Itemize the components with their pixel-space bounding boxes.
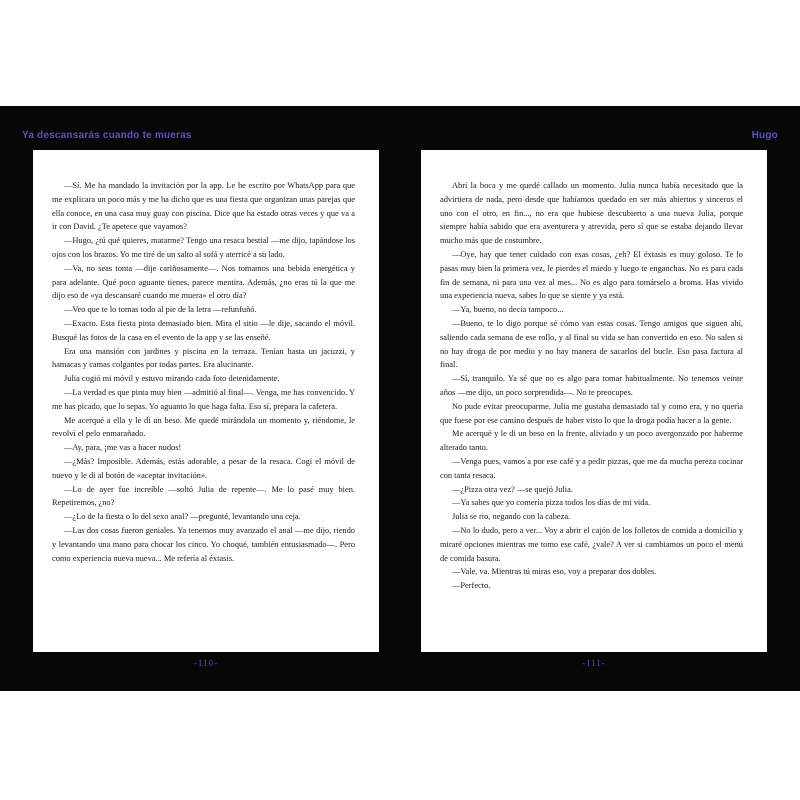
paragraph: Julia cogió mi móvil y estuvo mirando cada foto detenidamente.	[64, 374, 280, 384]
paragraph: —¿Pizza otra vez? —se quejó Julia.	[452, 484, 573, 494]
paragraph: —Hugo, ¿tú qué quieres, matarme? Tengo una resaca bestial —me dijo, tapándose los ojos con los brazos. Yo me tiré de un salto al sofá y aterricé a su lado.	[52, 236, 355, 259]
paragraph: —Sí, tranquilo. Ya sé que no es algo para tomar habitualmente. No tenemos veinte años —me dijo, un poco sorprendida—. No te preocupes.	[440, 374, 743, 397]
paragraph: —Veo que te lo tomas todo al pie de la letra —refunfuñó.	[64, 305, 257, 315]
paragraph: —Ya, bueno, no decía tampoco...	[452, 305, 564, 315]
paragraph: —Sí. Me ha mandado la invitación por la app. Le he escrito por WhatsApp para que me explicara un poco más y me ha dicho que es una fiesta que organizan unas parejas que ella conoce, en una casa muy guay con piscina. Dice que ha estado otras veces y que va a ir con David. ¿Te apetece que vayamos?	[52, 181, 355, 232]
paragraph: Me acerqué a ella y le di un beso. Me quedé mirándola un momento y, riéndome, le revolví el pelo enmarañado.	[52, 415, 355, 439]
right-page	[421, 150, 767, 652]
paragraph: Julia se rio, negando con la cabeza.	[452, 512, 571, 522]
paragraph: No pude evitar preocuparme. Julia me gustaba demasiado tal y como era, y no quería que fuese por ese camino después de haber visto lo que la droga podía hacer a la gente.	[440, 401, 743, 425]
reader-canvas	[0, 106, 800, 691]
paragraph: —No lo dudo, pero a ver... Voy a abrir el cajón de los folletos de comida a domicilio y miraré opciones mientras me tomo ese café, ¿vale? A ver si cambiamos un poco el menú de comida basura.	[440, 525, 743, 563]
right-page-text	[440, 179, 743, 593]
paragraph: —Ya sabes que yo comería pizza todos los días de mi vida.	[452, 498, 651, 508]
paragraph: Me acerqué y le di un beso en la frente, aliviado y un poco avergonzado por haberme alterado tanto.	[440, 429, 743, 453]
paragraph: —Va, no seas tonta —dije cariñosamente—. Nos tomamos una bebida energética y para adelante. Qué poco aguante tienes, parece mentira. Además, ¿no eras tú la que me dijo eso de «ya descansaré cuando me muera» el otro día?	[52, 263, 355, 301]
chapter-title: Hugo	[751, 130, 778, 141]
paragraph: —Vale, va. Mientras tú miras eso, voy a preparar dos dobles.	[452, 567, 657, 577]
left-page-text	[52, 179, 355, 565]
paragraph: Abrí la boca y me quedé callado un momento. Julia nunca había necesitado que la advirtiera de nada, pero desde que habíamos quedado en ser más abiertos y sinceros el uno con el otro, en fin..., no era que hubiese descubierto a una nueva Julia, porque siempre había sabido que era aventurera y atrevida, pero sí que se estaba dejando llevar mucho más que de costumbre.	[440, 181, 743, 246]
page-number-left: -110-	[193, 658, 219, 668]
paragraph: —Exacto. Esta fiesta pinta demasiado bien. Mira el sitio —le dije, sacando el móvil. Busqué las fotos de la casa en el evento de la app y se las enseñé.	[52, 318, 355, 342]
page-number-right: -111-	[582, 658, 606, 668]
running-header	[22, 130, 778, 141]
paragraph: —Lo de ayer fue increíble —soltó Julia de repente—. Me lo pasé muy bien. Repetiremos, ¿no?	[52, 484, 355, 508]
paragraph: —¿Más? Imposible. Además, estás adorable, a pesar de la resaca. Cogí el móvil de nuevo y le di al botón de «aceptar invitación».	[52, 456, 355, 480]
book-title: Ya descansarás cuando te mueras	[22, 130, 192, 141]
paragraph: Era una mansión con jardines y piscina en la terraza. Tenían hasta un jacuzzi, y hamacas y camas colgantes por todas partes. Era alucinante.	[52, 346, 355, 370]
left-page	[33, 150, 379, 652]
paragraph: —¿Lo de la fiesta o lo del sexo anal? —pregunté, levantando una ceja.	[64, 512, 301, 522]
paragraph: —Venga pues, vamos a por ese café y a pedir pizzas, que me da mucha pereza cocinar con tanta resaca.	[440, 456, 743, 480]
paragraph: —Ay, para, ¡me vas a hacer nudos!	[64, 443, 182, 453]
paragraph: —Oye, hay que tener cuidado con esas cosas, ¿eh? El éxtasis es muy goloso. Te lo pasas muy bien la primera vez, le pierdes el miedo y luego te enganchas. No es para cada fin de semana, ni para una vez al mes... No es algo para tomárselo a broma. Has vivido una experiencia nueva, sabes lo que se siente y ya está.	[440, 249, 743, 301]
paragraph: —La verdad es que pinta muy bien —admitió al final—. Venga, me has convencido. Y me has picado, que lo sepas. Yo aguanto lo que haga falta. Eso sí, prepara la cafetera.	[52, 387, 355, 411]
paragraph: —Bueno, te lo digo porque sé cómo van estas cosas. Tengo amigos que siguen ahí, saliendo cada semana de ese rollo, y al final su vida se han convertido en eso. No salen si no hay droga de por medio y no hay manera de sacarlos del bucle. Eso pasa factura al final.	[440, 318, 743, 370]
paragraph: —Perfecto.	[452, 581, 491, 591]
paragraph: —Las dos cosas fueron geniales. Ya tenemos muy avanzado el anal —me dijo, riendo y levantando una mano para chocar los cinco. Yo choqué, también entusiasmado—. Pero como experiencia nueva nueva... Me refería al éxtasis.	[52, 525, 355, 563]
